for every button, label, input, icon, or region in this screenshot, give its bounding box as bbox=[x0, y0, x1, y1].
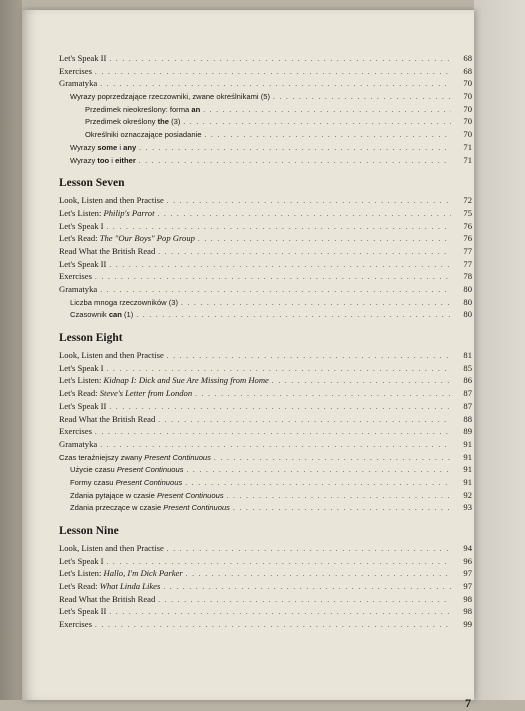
toc-entry-text: an bbox=[191, 104, 201, 114]
toc-entry-text: Wyrazy bbox=[70, 155, 98, 165]
toc-entry-text: Exercises bbox=[59, 619, 92, 630]
toc-entry-title bbox=[85, 129, 202, 142]
toc-entry-text: The "Our Boys" Pop Group bbox=[99, 233, 195, 244]
toc-entry-text: any bbox=[123, 142, 137, 152]
toc-entry-text: the bbox=[157, 117, 169, 127]
toc-entry-title bbox=[70, 477, 182, 490]
toc-entry bbox=[59, 52, 472, 65]
toc-entry-page: 92 bbox=[463, 489, 472, 500]
toc-entry-page: 94 bbox=[463, 543, 472, 553]
toc-entry-text: Let's Speak II bbox=[59, 400, 107, 411]
toc-entry-page: 97 bbox=[463, 568, 472, 579]
toc-entry-page: 80 bbox=[463, 284, 472, 294]
toc-entry-page: 91 bbox=[463, 438, 472, 449]
dot-leader bbox=[233, 502, 451, 515]
toc-entry-title bbox=[59, 542, 164, 555]
dot-leader bbox=[167, 543, 451, 556]
toc-entry bbox=[59, 567, 472, 580]
toc-entry-title bbox=[85, 104, 200, 117]
dot-leader bbox=[139, 155, 451, 168]
dot-leader bbox=[183, 116, 451, 129]
toc-entry-page: 98 bbox=[463, 593, 472, 604]
toc-entry-page: 93 bbox=[463, 502, 472, 513]
toc-entry-page: 76 bbox=[463, 233, 472, 244]
dot-leader bbox=[157, 208, 451, 221]
toc-entry bbox=[59, 65, 472, 78]
dot-leader bbox=[158, 414, 451, 427]
toc-entry-page: 72 bbox=[463, 195, 472, 206]
toc-entry-text: Exercises bbox=[59, 65, 92, 76]
toc-entry-page: 70 bbox=[463, 116, 472, 127]
dot-leader bbox=[158, 246, 451, 259]
dot-leader bbox=[214, 452, 451, 465]
book-spine-shadow bbox=[0, 0, 22, 700]
dot-leader bbox=[100, 284, 451, 297]
dot-leader bbox=[100, 78, 451, 91]
dot-leader bbox=[203, 104, 451, 117]
toc-entry-page: 87 bbox=[463, 400, 472, 411]
toc-entry-text: can bbox=[108, 310, 122, 320]
toc-entry-text: Read What the British Read bbox=[59, 413, 156, 424]
toc-entry bbox=[59, 605, 472, 618]
toc-entry-text: Read What the British Read bbox=[59, 593, 156, 604]
toc-entry-title bbox=[59, 413, 155, 426]
toc-entry-page: 91 bbox=[463, 451, 472, 462]
toc-entry-text: Wyrazy poprzedzające rzeczowniki, zwane określnikami (5) bbox=[70, 92, 270, 102]
toc-entry-text: Present Continuous bbox=[163, 503, 230, 513]
toc-entry-page: 71 bbox=[463, 154, 472, 165]
toc-entry-text: (3) bbox=[168, 117, 181, 127]
toc-entry-title bbox=[70, 142, 136, 155]
toc-entry bbox=[59, 154, 472, 167]
toc-entry bbox=[59, 349, 472, 362]
toc-entry-title bbox=[70, 490, 224, 503]
toc-entry-title bbox=[59, 452, 211, 465]
toc-entry-page: 85 bbox=[463, 362, 472, 373]
toc-entry-page: 86 bbox=[463, 375, 472, 386]
toc-entry-title bbox=[70, 309, 133, 322]
toc-entry-page: 80 bbox=[463, 296, 472, 307]
toc-entry-text: Zdania pytające w czasie bbox=[70, 490, 157, 500]
toc-entry-title bbox=[59, 387, 192, 400]
dot-leader bbox=[139, 142, 451, 155]
toc-entry-text: Formy czasu bbox=[70, 477, 116, 487]
toc-entry-text: Przedimek nieokreślony: forma bbox=[85, 104, 192, 114]
toc-entry-text: Liczba mnoga rzeczowników (3) bbox=[70, 297, 179, 307]
toc-entry-text: Użycie czasu bbox=[70, 465, 117, 475]
toc-entry-text: Czas teraźniejszy zwany bbox=[59, 452, 145, 462]
toc-entry-page: 80 bbox=[463, 309, 472, 320]
dot-leader bbox=[167, 350, 451, 363]
dot-leader bbox=[273, 91, 451, 104]
toc-entry-text: Let's Listen: bbox=[59, 207, 104, 218]
dot-leader bbox=[95, 66, 451, 79]
toc-entry bbox=[59, 270, 472, 283]
lesson-heading: Lesson Eight bbox=[59, 332, 123, 345]
toc-entry-text: i bbox=[117, 142, 124, 152]
toc-entry-page: 91 bbox=[463, 476, 472, 487]
toc-entry-page: 98 bbox=[463, 606, 472, 617]
toc-entry-text: Let's Read: bbox=[59, 581, 100, 592]
toc-entry-text: Steve's Letter from London bbox=[99, 388, 193, 399]
toc-entry bbox=[59, 77, 472, 90]
toc-entry bbox=[59, 283, 472, 296]
toc-entry-text: Czasownik bbox=[70, 310, 109, 320]
toc-entry bbox=[59, 374, 472, 387]
toc-entry-text: Let's Speak II bbox=[59, 258, 107, 269]
toc-entry bbox=[59, 141, 472, 154]
dot-leader bbox=[227, 490, 451, 503]
toc-entry bbox=[59, 362, 472, 375]
dot-leader bbox=[272, 375, 451, 388]
toc-entry bbox=[59, 476, 472, 489]
toc-entry bbox=[59, 413, 472, 426]
dot-leader bbox=[181, 297, 451, 310]
toc-entry-text: Exercises bbox=[59, 426, 92, 437]
toc-entry-text: Let's Listen: bbox=[59, 568, 104, 579]
toc-entry-text: Let's Listen: bbox=[59, 375, 104, 386]
dot-leader bbox=[163, 581, 451, 594]
dot-leader bbox=[167, 195, 451, 208]
dot-leader bbox=[205, 129, 451, 142]
toc-entry-title bbox=[59, 270, 92, 283]
toc-entry bbox=[59, 90, 472, 103]
toc-entry-title bbox=[59, 220, 104, 233]
book-page bbox=[22, 10, 474, 710]
toc-entry-title bbox=[59, 618, 92, 631]
toc-entry-text: Let's Speak I bbox=[59, 362, 104, 373]
toc-entry-text: (1) bbox=[121, 310, 134, 320]
toc-entry bbox=[59, 103, 472, 116]
toc-entry bbox=[59, 296, 472, 309]
toc-entry-text: Look, Listen and then Practise bbox=[59, 350, 164, 361]
toc-entry bbox=[59, 501, 472, 514]
toc-entry bbox=[59, 232, 472, 245]
toc-entry-title bbox=[59, 555, 104, 568]
dot-leader bbox=[109, 259, 451, 272]
toc-entry-text: Present Continuous bbox=[144, 452, 211, 462]
toc-entry-title bbox=[59, 425, 92, 438]
toc-entry-text: Read What the British Read bbox=[59, 245, 156, 256]
toc-entry-text: Let's Read: bbox=[59, 388, 100, 399]
toc-entry-text: Let's Speak I bbox=[59, 220, 104, 231]
toc-entry-title bbox=[70, 502, 230, 515]
toc-entry-title bbox=[70, 297, 178, 310]
dot-leader bbox=[109, 606, 451, 619]
toc-entry-page: 70 bbox=[463, 103, 472, 114]
toc-entry bbox=[59, 463, 472, 476]
toc-entry-page: 77 bbox=[463, 258, 472, 269]
toc-entry-page: 77 bbox=[463, 245, 472, 256]
toc-entry bbox=[59, 245, 472, 258]
toc-entry-title bbox=[85, 116, 180, 129]
toc-entry-text: i bbox=[109, 155, 116, 165]
toc-entry-page: 89 bbox=[463, 426, 472, 437]
toc-entry bbox=[59, 387, 472, 400]
toc-entry-title bbox=[59, 400, 106, 413]
toc-entry-title bbox=[59, 258, 106, 271]
toc-entry-title bbox=[59, 245, 155, 258]
toc-entry-title bbox=[59, 605, 106, 618]
toc-entry-title bbox=[59, 283, 97, 296]
toc-entry-page: 75 bbox=[463, 207, 472, 218]
dot-leader bbox=[185, 477, 451, 490]
toc-entry-title bbox=[70, 155, 136, 168]
lesson-heading: Lesson Seven bbox=[59, 177, 125, 190]
toc-entry-page: 88 bbox=[463, 413, 472, 424]
toc-entry-text: Philip's Parrot bbox=[103, 207, 155, 218]
toc-entry-text: Gramatyka bbox=[59, 78, 98, 89]
toc-entry bbox=[59, 580, 472, 593]
toc-entry-text: Let's Speak II bbox=[59, 606, 107, 617]
toc-entry-title bbox=[59, 232, 195, 245]
toc-entry-title bbox=[59, 593, 155, 606]
toc-entry-page: 87 bbox=[463, 388, 472, 399]
toc-entry bbox=[59, 438, 472, 451]
toc-entry bbox=[59, 618, 472, 631]
toc-entry bbox=[59, 489, 472, 502]
toc-entry-page: 91 bbox=[463, 464, 472, 475]
toc-entry-page: 78 bbox=[463, 271, 472, 282]
toc-entry bbox=[59, 451, 472, 464]
dot-leader bbox=[95, 426, 451, 439]
toc-entry-page: 99 bbox=[463, 619, 472, 630]
toc-entry-text: Gramatyka bbox=[59, 284, 98, 294]
toc-entry-text: Present Continuous bbox=[116, 465, 184, 475]
dot-leader bbox=[186, 568, 451, 581]
dot-leader bbox=[187, 464, 451, 477]
toc-entry-text: Let's Read: bbox=[59, 233, 100, 244]
toc-entry-title bbox=[59, 349, 164, 362]
toc-entry bbox=[59, 400, 472, 413]
toc-entry-title bbox=[59, 52, 106, 65]
dot-leader bbox=[195, 388, 451, 401]
toc-entry-title bbox=[59, 207, 154, 220]
toc-entry-text: Przedimek określony bbox=[85, 117, 158, 127]
toc-entry-text: What Linda Likes bbox=[99, 581, 161, 592]
toc-entry-page: 70 bbox=[463, 91, 472, 102]
toc-entry-page: 70 bbox=[463, 129, 472, 140]
toc-entry bbox=[59, 593, 472, 606]
toc-entry-title bbox=[59, 362, 104, 375]
toc-entry-text: some bbox=[97, 142, 118, 152]
toc-entry-text: Look, Listen and then Practise bbox=[59, 543, 164, 553]
page-number: 7 bbox=[465, 696, 471, 710]
toc-entry-text: Określniki oznaczające posiadanie bbox=[85, 130, 202, 140]
dot-leader bbox=[95, 619, 451, 632]
toc-entry bbox=[59, 115, 472, 128]
toc-entry-title bbox=[59, 65, 92, 78]
toc-entry bbox=[59, 258, 472, 271]
toc-entry-page: 71 bbox=[463, 141, 472, 152]
toc-entry bbox=[59, 128, 472, 141]
toc-entry-title bbox=[70, 91, 270, 104]
toc-entry bbox=[59, 207, 472, 220]
toc-entry bbox=[59, 194, 472, 207]
table-surface bbox=[474, 0, 525, 700]
toc-entry bbox=[59, 308, 472, 321]
toc-entry-title bbox=[59, 567, 183, 580]
toc-entry-page: 81 bbox=[463, 350, 472, 361]
dot-leader bbox=[136, 309, 451, 322]
toc-entry-page: 70 bbox=[463, 78, 472, 89]
toc-entry-text: Wyrazy bbox=[70, 142, 98, 152]
dot-leader bbox=[109, 53, 451, 66]
toc-entry-page: 96 bbox=[463, 555, 472, 566]
toc-entry-text: Look, Listen and then Practise bbox=[59, 195, 164, 206]
toc-entry-page: 76 bbox=[463, 220, 472, 231]
toc-entry-title bbox=[59, 374, 269, 387]
toc-entry-title bbox=[70, 464, 184, 477]
toc-entry-text: either bbox=[115, 155, 136, 165]
dot-leader bbox=[158, 594, 451, 607]
toc-entry-page: 68 bbox=[463, 65, 472, 76]
toc-entry bbox=[59, 425, 472, 438]
toc-entry-text: Present Continuous bbox=[156, 490, 224, 500]
dot-leader bbox=[109, 401, 451, 414]
toc-entry-text: Let's Speak II bbox=[59, 53, 107, 63]
toc-entry-text: Zdania przeczące w czasie bbox=[70, 503, 164, 513]
toc-entry-title bbox=[59, 77, 97, 90]
toc-entry-page: 97 bbox=[463, 581, 472, 592]
toc-entry-text: too bbox=[97, 155, 110, 165]
toc-entry-text: Hallo, I'm Dick Parker bbox=[103, 568, 183, 579]
toc-entry bbox=[59, 555, 472, 568]
toc-entry-text: Let's Speak I bbox=[59, 555, 104, 566]
toc-entry-title bbox=[59, 194, 164, 207]
dot-leader bbox=[198, 233, 451, 246]
toc-entry-text: Exercises bbox=[59, 271, 92, 282]
dot-leader bbox=[100, 439, 451, 452]
dot-leader bbox=[95, 271, 451, 284]
table-of-contents bbox=[59, 52, 472, 631]
toc-entry bbox=[59, 542, 472, 555]
toc-entry-text: Kidnap I: Dick and Sue Are Missing from Home bbox=[103, 375, 269, 386]
toc-entry bbox=[59, 220, 472, 233]
toc-entry-title bbox=[59, 438, 97, 451]
toc-entry-page: 68 bbox=[463, 53, 472, 63]
lesson-heading: Lesson Nine bbox=[59, 525, 119, 537]
toc-entry-text: Gramatyka bbox=[59, 438, 98, 449]
toc-entry-title bbox=[59, 580, 160, 593]
toc-entry-text: Present Continuous bbox=[115, 477, 183, 487]
